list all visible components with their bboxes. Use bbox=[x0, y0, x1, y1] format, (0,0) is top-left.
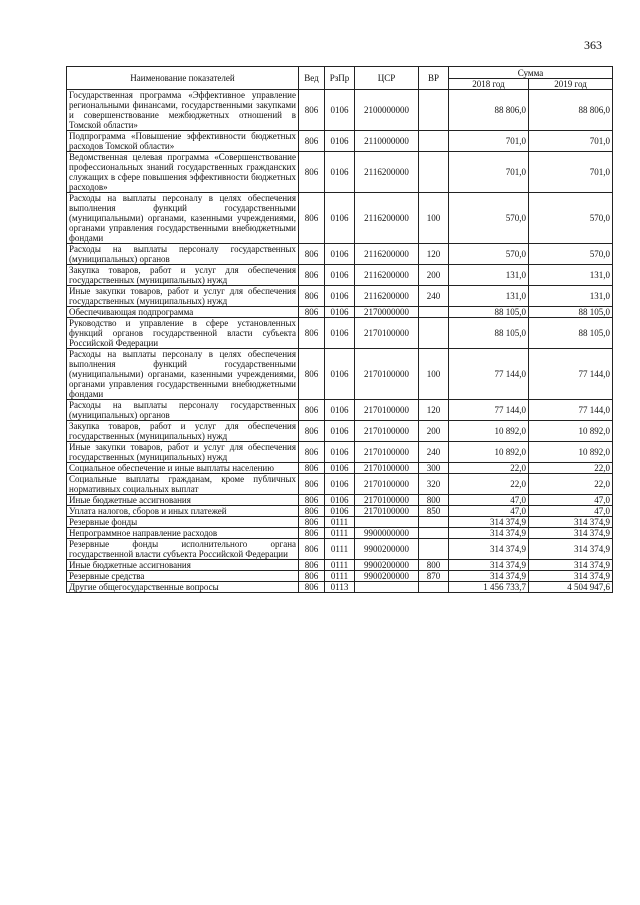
row-ved-cell: 806 bbox=[299, 506, 325, 517]
table-header bbox=[67, 67, 613, 90]
row-name-cell: Непрограммное направление расходов bbox=[67, 528, 299, 539]
row-name-cell: Социальное обеспечение и иные выплаты населению bbox=[67, 463, 299, 474]
table-row bbox=[67, 244, 613, 265]
row-2018-cell: 10 892,0 bbox=[449, 442, 529, 463]
row-vr-cell bbox=[419, 152, 449, 193]
row-csr-cell: 9900200000 bbox=[355, 539, 419, 560]
row-rzpr-cell: 0106 bbox=[325, 349, 355, 400]
row-name-cell: Государственная программа «Эффективное управление региональными финансами, государственными закупками и совершенствование межбюджетных отношений в Томской области» bbox=[67, 90, 299, 131]
table-row bbox=[67, 539, 613, 560]
row-2019-cell: 701,0 bbox=[529, 131, 613, 152]
row-2019-cell: 570,0 bbox=[529, 244, 613, 265]
table-row bbox=[67, 349, 613, 400]
row-rzpr-cell: 0111 bbox=[325, 517, 355, 528]
row-vr-cell: 120 bbox=[419, 244, 449, 265]
row-csr-cell: 2170100000 bbox=[355, 474, 419, 495]
row-ved-cell: 806 bbox=[299, 244, 325, 265]
row-vr-cell: 320 bbox=[419, 474, 449, 495]
row-vr-cell: 240 bbox=[419, 286, 449, 307]
row-2018-cell: 701,0 bbox=[449, 131, 529, 152]
table-body bbox=[67, 90, 613, 593]
row-csr-cell: 2116200000 bbox=[355, 244, 419, 265]
row-vr-cell: 200 bbox=[419, 421, 449, 442]
row-rzpr-cell: 0106 bbox=[325, 244, 355, 265]
row-ved-cell: 806 bbox=[299, 463, 325, 474]
row-name-cell: Социальные выплаты гражданам, кроме публичных нормативных социальных выплат bbox=[67, 474, 299, 495]
row-vr-cell: 100 bbox=[419, 193, 449, 244]
table-row bbox=[67, 131, 613, 152]
table-row bbox=[67, 571, 613, 582]
row-2018-cell: 88 105,0 bbox=[449, 307, 529, 318]
row-vr-cell bbox=[419, 307, 449, 318]
row-ved-cell: 806 bbox=[299, 560, 325, 571]
row-2019-cell: 701,0 bbox=[529, 152, 613, 193]
row-name-cell: Обеспечивающая подпрограмма bbox=[67, 307, 299, 318]
row-rzpr-cell: 0106 bbox=[325, 265, 355, 286]
header-vr: ВР bbox=[419, 67, 449, 90]
row-2019-cell: 88 105,0 bbox=[529, 318, 613, 349]
row-2019-cell: 47,0 bbox=[529, 506, 613, 517]
row-2019-cell: 570,0 bbox=[529, 193, 613, 244]
row-name-cell: Иные бюджетные ассигнования bbox=[67, 495, 299, 506]
table-row bbox=[67, 318, 613, 349]
row-2019-cell: 131,0 bbox=[529, 286, 613, 307]
row-rzpr-cell: 0106 bbox=[325, 506, 355, 517]
row-name-cell: Уплата налогов, сборов и иных платежей bbox=[67, 506, 299, 517]
row-name-cell: Иные бюджетные ассигнования bbox=[67, 560, 299, 571]
row-2019-cell: 314 374,9 bbox=[529, 571, 613, 582]
row-rzpr-cell: 0106 bbox=[325, 400, 355, 421]
row-rzpr-cell: 0106 bbox=[325, 421, 355, 442]
header-name: Наименование показателей bbox=[67, 67, 299, 90]
table-row bbox=[67, 400, 613, 421]
row-name-cell: Ведомственная целевая программа «Совершенствование профессиональных знаний государственных гражданских служащих в сфере повышения эффективности бюджетных расходов» bbox=[67, 152, 299, 193]
row-csr-cell: 2100000000 bbox=[355, 90, 419, 131]
header-ved: Вед bbox=[299, 67, 325, 90]
header-csr: ЦСР bbox=[355, 67, 419, 90]
row-2018-cell: 701,0 bbox=[449, 152, 529, 193]
row-2018-cell: 570,0 bbox=[449, 244, 529, 265]
row-rzpr-cell: 0106 bbox=[325, 442, 355, 463]
row-vr-cell: 120 bbox=[419, 400, 449, 421]
row-2018-cell: 314 374,9 bbox=[449, 528, 529, 539]
header-sum: Сумма bbox=[449, 67, 613, 79]
row-2019-cell: 88 806,0 bbox=[529, 90, 613, 131]
row-name-cell: Расходы на выплаты персоналу государственных (муниципальных) органов bbox=[67, 400, 299, 421]
row-vr-cell: 100 bbox=[419, 349, 449, 400]
table-row bbox=[67, 528, 613, 539]
row-rzpr-cell: 0106 bbox=[325, 307, 355, 318]
table-row bbox=[67, 560, 613, 571]
row-csr-cell bbox=[355, 582, 419, 593]
row-ved-cell: 806 bbox=[299, 495, 325, 506]
row-ved-cell: 806 bbox=[299, 528, 325, 539]
table-row bbox=[67, 286, 613, 307]
row-csr-cell: 2170100000 bbox=[355, 400, 419, 421]
row-2019-cell: 22,0 bbox=[529, 474, 613, 495]
row-2019-cell: 314 374,9 bbox=[529, 528, 613, 539]
row-vr-cell bbox=[419, 517, 449, 528]
row-name-cell: Иные закупки товаров, работ и услуг для обеспечения государственных (муниципальных) нужд bbox=[67, 442, 299, 463]
row-2019-cell: 22,0 bbox=[529, 463, 613, 474]
row-name-cell: Расходы на выплаты персоналу государственных (муниципальных) органов bbox=[67, 244, 299, 265]
table-row bbox=[67, 463, 613, 474]
row-2018-cell: 10 892,0 bbox=[449, 421, 529, 442]
page-number: 363 bbox=[584, 38, 602, 52]
row-vr-cell: 240 bbox=[419, 442, 449, 463]
row-2018-cell: 570,0 bbox=[449, 193, 529, 244]
row-ved-cell: 806 bbox=[299, 474, 325, 495]
row-csr-cell: 2170100000 bbox=[355, 318, 419, 349]
row-2018-cell: 131,0 bbox=[449, 286, 529, 307]
row-rzpr-cell: 0111 bbox=[325, 571, 355, 582]
table-row bbox=[67, 506, 613, 517]
row-csr-cell: 2170100000 bbox=[355, 463, 419, 474]
row-ved-cell: 806 bbox=[299, 349, 325, 400]
row-2018-cell: 314 374,9 bbox=[449, 539, 529, 560]
row-vr-cell bbox=[419, 539, 449, 560]
table-row bbox=[67, 582, 613, 593]
row-rzpr-cell: 0111 bbox=[325, 539, 355, 560]
row-2019-cell: 314 374,9 bbox=[529, 539, 613, 560]
row-name-cell: Другие общегосударственные вопросы bbox=[67, 582, 299, 593]
row-csr-cell: 2116200000 bbox=[355, 265, 419, 286]
row-2019-cell: 77 144,0 bbox=[529, 349, 613, 400]
table-row bbox=[67, 474, 613, 495]
row-2018-cell: 88 105,0 bbox=[449, 318, 529, 349]
row-csr-cell: 2110000000 bbox=[355, 131, 419, 152]
table-row bbox=[67, 442, 613, 463]
row-vr-cell: 870 bbox=[419, 571, 449, 582]
row-2019-cell: 314 374,9 bbox=[529, 517, 613, 528]
row-2019-cell: 10 892,0 bbox=[529, 421, 613, 442]
row-vr-cell bbox=[419, 528, 449, 539]
row-rzpr-cell: 0106 bbox=[325, 463, 355, 474]
row-csr-cell bbox=[355, 517, 419, 528]
row-vr-cell: 850 bbox=[419, 506, 449, 517]
table-row bbox=[67, 495, 613, 506]
row-2018-cell: 22,0 bbox=[449, 463, 529, 474]
row-csr-cell: 2116200000 bbox=[355, 286, 419, 307]
row-ved-cell: 806 bbox=[299, 307, 325, 318]
row-2019-cell: 88 105,0 bbox=[529, 307, 613, 318]
row-csr-cell: 9900000000 bbox=[355, 528, 419, 539]
row-2019-cell: 77 144,0 bbox=[529, 400, 613, 421]
row-rzpr-cell: 0111 bbox=[325, 528, 355, 539]
row-rzpr-cell: 0111 bbox=[325, 560, 355, 571]
row-ved-cell: 806 bbox=[299, 193, 325, 244]
row-2018-cell: 1 456 733,7 bbox=[449, 582, 529, 593]
row-name-cell: Расходы на выплаты персоналу в целях обеспечения выполнения функций государственными (муниципальными) органами, казенными учреждениями, органами управления государственными внебюджетными фондами bbox=[67, 193, 299, 244]
header-year-2019: 2019 год bbox=[529, 79, 613, 90]
row-name-cell: Резервные средства bbox=[67, 571, 299, 582]
table-row bbox=[67, 90, 613, 131]
row-rzpr-cell: 0106 bbox=[325, 90, 355, 131]
row-2019-cell: 131,0 bbox=[529, 265, 613, 286]
row-rzpr-cell: 0106 bbox=[325, 131, 355, 152]
row-rzpr-cell: 0106 bbox=[325, 474, 355, 495]
row-2018-cell: 88 806,0 bbox=[449, 90, 529, 131]
row-rzpr-cell: 0113 bbox=[325, 582, 355, 593]
row-csr-cell: 9900200000 bbox=[355, 571, 419, 582]
row-2018-cell: 47,0 bbox=[449, 506, 529, 517]
row-2019-cell: 314 374,9 bbox=[529, 560, 613, 571]
row-csr-cell: 2170100000 bbox=[355, 442, 419, 463]
row-csr-cell: 2170100000 bbox=[355, 506, 419, 517]
table-row bbox=[67, 421, 613, 442]
row-ved-cell: 806 bbox=[299, 571, 325, 582]
row-ved-cell: 806 bbox=[299, 517, 325, 528]
row-2019-cell: 47,0 bbox=[529, 495, 613, 506]
row-rzpr-cell: 0106 bbox=[325, 193, 355, 244]
row-vr-cell bbox=[419, 131, 449, 152]
row-vr-cell: 800 bbox=[419, 495, 449, 506]
table-row bbox=[67, 517, 613, 528]
row-ved-cell: 806 bbox=[299, 286, 325, 307]
row-2018-cell: 314 374,9 bbox=[449, 560, 529, 571]
row-rzpr-cell: 0106 bbox=[325, 152, 355, 193]
row-vr-cell bbox=[419, 582, 449, 593]
row-ved-cell: 806 bbox=[299, 400, 325, 421]
table-row bbox=[67, 265, 613, 286]
row-2018-cell: 77 144,0 bbox=[449, 349, 529, 400]
table-row bbox=[67, 152, 613, 193]
row-rzpr-cell: 0106 bbox=[325, 318, 355, 349]
row-csr-cell: 2116200000 bbox=[355, 193, 419, 244]
row-ved-cell: 806 bbox=[299, 539, 325, 560]
table-row bbox=[67, 193, 613, 244]
row-ved-cell: 806 bbox=[299, 265, 325, 286]
row-2018-cell: 314 374,9 bbox=[449, 571, 529, 582]
row-vr-cell: 300 bbox=[419, 463, 449, 474]
row-2018-cell: 131,0 bbox=[449, 265, 529, 286]
row-csr-cell: 2170100000 bbox=[355, 421, 419, 442]
row-csr-cell: 2170100000 bbox=[355, 495, 419, 506]
row-2018-cell: 77 144,0 bbox=[449, 400, 529, 421]
row-2018-cell: 47,0 bbox=[449, 495, 529, 506]
row-vr-cell: 800 bbox=[419, 560, 449, 571]
row-csr-cell: 9900200000 bbox=[355, 560, 419, 571]
row-ved-cell: 806 bbox=[299, 152, 325, 193]
header-rzpr: РзПр bbox=[325, 67, 355, 90]
row-name-cell: Подпрограмма «Повышение эффективности бюджетных расходов Томской области» bbox=[67, 131, 299, 152]
row-rzpr-cell: 0106 bbox=[325, 286, 355, 307]
row-csr-cell: 2170000000 bbox=[355, 307, 419, 318]
row-2019-cell: 4 504 947,6 bbox=[529, 582, 613, 593]
row-ved-cell: 806 bbox=[299, 318, 325, 349]
row-ved-cell: 806 bbox=[299, 90, 325, 131]
row-name-cell: Руководство и управление в сфере установленных функций органов государственной власти субъекта Российской Федерации bbox=[67, 318, 299, 349]
row-name-cell: Закупка товаров, работ и услуг для обеспечения государственных (муниципальных) нужд bbox=[67, 265, 299, 286]
row-2018-cell: 22,0 bbox=[449, 474, 529, 495]
row-2019-cell: 10 892,0 bbox=[529, 442, 613, 463]
row-ved-cell: 806 bbox=[299, 582, 325, 593]
row-rzpr-cell: 0106 bbox=[325, 495, 355, 506]
table-row bbox=[67, 307, 613, 318]
row-ved-cell: 806 bbox=[299, 131, 325, 152]
row-name-cell: Иные закупки товаров, работ и услуг для обеспечения государственных (муниципальных) нужд bbox=[67, 286, 299, 307]
row-ved-cell: 806 bbox=[299, 421, 325, 442]
row-csr-cell: 2116200000 bbox=[355, 152, 419, 193]
row-name-cell: Резервные фонды bbox=[67, 517, 299, 528]
row-name-cell: Расходы на выплаты персоналу в целях обеспечения выполнения функций государственными (муниципальными) органами, казенными учреждениями, органами управления государственными внебюджетными фондами bbox=[67, 349, 299, 400]
row-csr-cell: 2170100000 bbox=[355, 349, 419, 400]
row-2018-cell: 314 374,9 bbox=[449, 517, 529, 528]
row-vr-cell bbox=[419, 318, 449, 349]
row-ved-cell: 806 bbox=[299, 442, 325, 463]
row-name-cell: Резервные фонды исполнительного органа государственной власти субъекта Российской Федерации bbox=[67, 539, 299, 560]
header-year-2018: 2018 год bbox=[449, 79, 529, 90]
row-vr-cell bbox=[419, 90, 449, 131]
budget-table bbox=[66, 66, 613, 593]
row-vr-cell: 200 bbox=[419, 265, 449, 286]
row-name-cell: Закупка товаров, работ и услуг для обеспечения государственных (муниципальных) нужд bbox=[67, 421, 299, 442]
